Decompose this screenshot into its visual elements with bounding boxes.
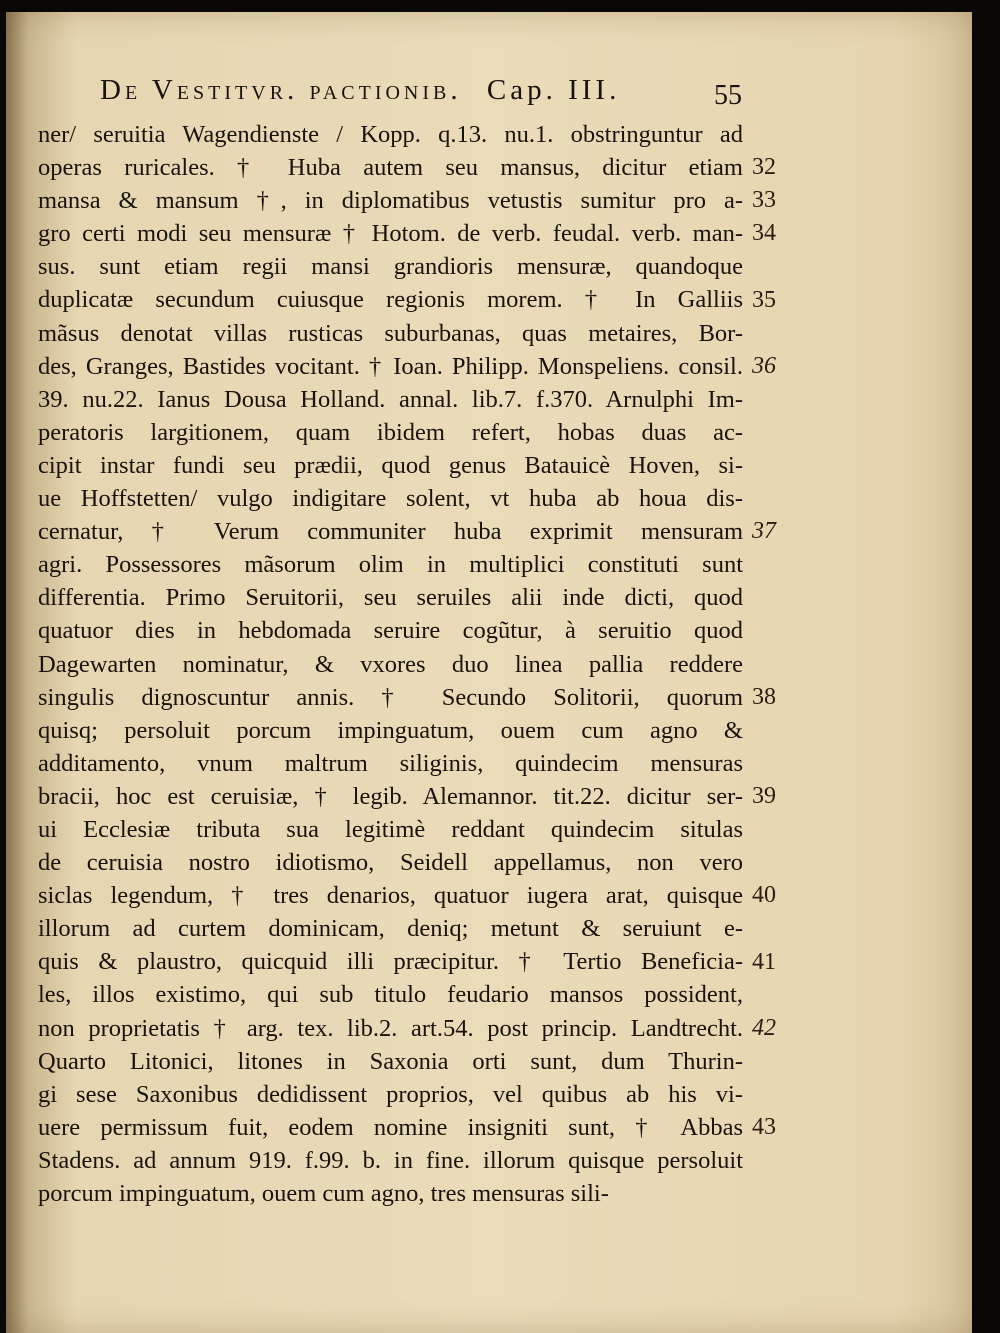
text-line: quisq; persoluit porcum impinguatum, ouem cum agno & (38, 716, 743, 744)
margin-note-number: 33 (752, 187, 776, 214)
text-line: 39. nu.22. Ianus Dousa Holland. annal. lib.7. f.370. Arnulphi Im- (38, 385, 743, 413)
text-line: Stadens. ad annum 919. f.99. b. in fine. illorum quisque persoluit (38, 1146, 743, 1174)
margin-note-number: 34 (752, 220, 776, 247)
text-line: cernatur, † Verum communiter huba exprimit mensuram (38, 518, 743, 546)
margin-note-number: 43 (752, 1114, 776, 1140)
text-line: operas ruricales. † Huba autem seu mansus, dicitur etiam (38, 154, 743, 182)
text-line: des, Granges, Bastides vocitant. † Ioan. Philipp. Monspeliens. consil. (38, 352, 743, 380)
margin-note-number: 40 (752, 882, 776, 909)
text-line: ue Hoffstetten/ vulgo indigitare solent, vt huba ab houa dis- (38, 485, 743, 513)
text-line: gi sese Saxonibus dedidissent proprios, vel quibus ab his vi- (38, 1080, 743, 1108)
text-line: mãsus denotat villas rusticas suburbanas, quas metaires, Bor- (38, 319, 743, 347)
text-line: cipit instar fundi seu prædii, quod genus Batauicè Hoven, si- (38, 451, 743, 479)
text-line: bracii, hoc est ceruisiæ, † legib. Alemannor. tit.22. dicitur ser- (38, 782, 743, 810)
margin-note-number: 32 (752, 154, 776, 181)
text-line: agri. Possessores mãsorum olim in multiplici constituti sunt (38, 551, 743, 579)
text-line: porcum impinguatum, ouem cum agno, tres mensuras sili- (38, 1180, 609, 1207)
page-number: 55 (714, 80, 742, 111)
text-line: sus. sunt etiam regii mansi grandioris mensuræ, quandoque (38, 253, 743, 281)
text-line: duplicatæ secundum cuiusque regionis morem. † In Galliis (38, 286, 743, 314)
running-header (100, 74, 780, 107)
text-line: illorum ad curtem dominicam, deniq; metunt & seruiunt e- (38, 915, 743, 943)
body-text (38, 118, 743, 1210)
text-line: de ceruisia nostro idiotismo, Seidell appellamus, non vero (38, 849, 743, 877)
text-line: non proprietatis † arg. tex. lib.2. art.54. post princip. Landtrecht. (38, 1014, 743, 1042)
margin-note-number: 41 (752, 948, 776, 975)
margin-note-number: 37 (752, 518, 776, 545)
text-line: Quarto Litonici, litones in Saxonia orti sunt, dum Thurin- (38, 1047, 743, 1075)
text-line: ui Ecclesiæ tributa sua legitimè reddant quindecim situlas (38, 815, 743, 843)
text-line: gro certi modi seu mensuræ † Hotom. de verb. feudal. verb. man- (38, 220, 743, 248)
text-line: mansa & mansum †, in diplomatibus vetustis sumitur pro a- (38, 187, 743, 215)
text-line: quis & plaustro, quicquid illi præcipitur. † Tertio Beneficia- (38, 948, 743, 976)
margin-note-number: 39 (752, 783, 776, 809)
text-line: ner/ seruitia Wagendienste / Kopp. q.13. nu.1. obstringuntur ad (38, 121, 743, 148)
margin-note-number: 36 (752, 352, 776, 379)
text-line: peratoris largitionem, quam ibidem refert, hobas duas ac- (38, 418, 743, 446)
text-line: quatuor dies in hebdomada seruire cogũtur, à seruitio quod (38, 617, 743, 645)
text-line: Dagewarten nominatur, & vxores duo linea pallia reddere (38, 650, 743, 678)
margin-note-number: 38 (752, 683, 776, 710)
text-line: differentia. Primo Seruitorii, seu seruiles alii inde dicti, quod (38, 584, 743, 612)
margin-note-number: 42 (752, 1014, 776, 1041)
text-line: uere permissum fuit, eodem nomine insigniti sunt, † Abbas (38, 1113, 743, 1141)
text-line: singulis dignoscuntur annis. † Secundo Solitorii, quorum (38, 683, 743, 711)
text-line: les, illos existimo, qui sub titulo feudario mansos possident, (38, 981, 743, 1009)
text-line: siclas legendum, † tres denarios, quatuor iugera arat, quisque (38, 882, 743, 910)
header-chapter: Cap. III. (486, 74, 621, 106)
text-line: additamento, vnum maltrum siliginis, quindecim mensuras (38, 749, 743, 777)
header-title: De Vestitvr. pactionib. (100, 74, 462, 106)
margin-note-number: 35 (752, 286, 776, 313)
